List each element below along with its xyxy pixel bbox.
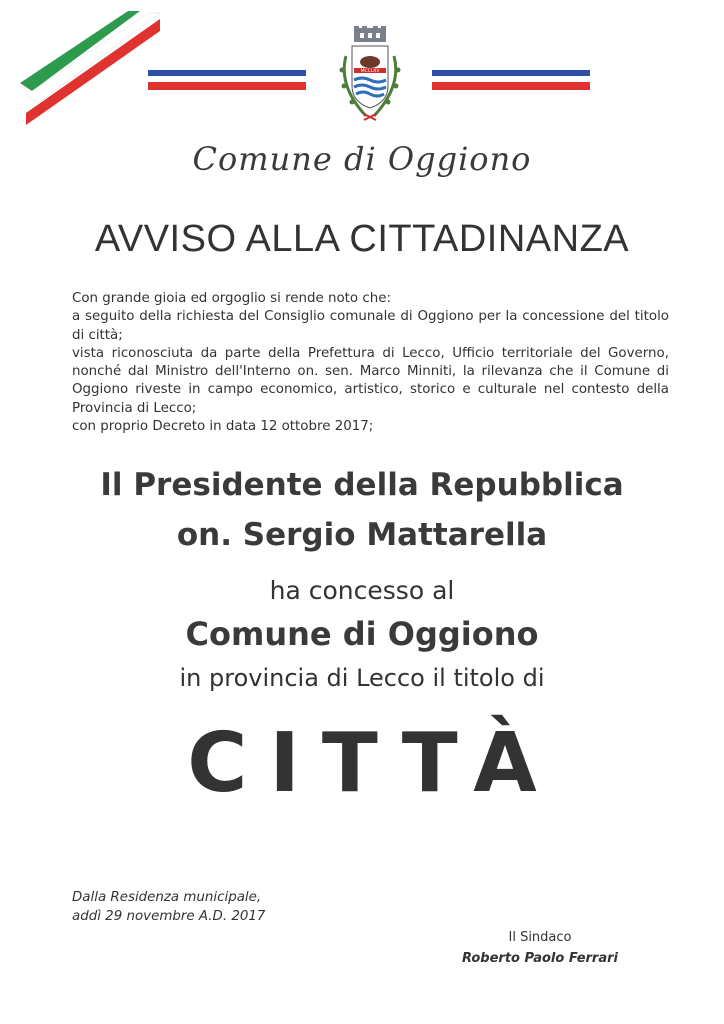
town-script-heading: Comune di Oggiono — [192, 140, 532, 178]
notice-paragraph: Con grande gioia ed orgoglio si rende noto che: — [72, 291, 391, 306]
town-crest-emblem — [330, 26, 410, 126]
header-stripe-left — [148, 70, 306, 90]
notice-body — [72, 290, 669, 436]
tricolor-ribbon — [20, 5, 180, 125]
notice-title: AVVISO ALLA CITTADINANZA — [94, 218, 630, 260]
signature-name: Roberto Paolo Ferrari — [462, 951, 618, 966]
president-block — [0, 460, 724, 560]
crest-motto: MCCLXV — [360, 69, 380, 74]
granted-text: ha concesso al — [269, 576, 455, 605]
town-name: Comune di Oggiono — [185, 615, 539, 653]
president-title: Il Presidente della Repubblica — [100, 467, 624, 503]
notice-paragraph: vista riconosciuta da parte della Prefettura di Lecco, Ufficio territoriale del Governo, nonché dal Ministro dell'Interno on. sen. Marco Minniti, la rilevanza che il Comune di Oggiono riveste in campo economico, artistico, storico e culturale nel contesto della Provincia di Lecco; — [72, 345, 669, 416]
residence-line: Dalla Residenza municipale, — [72, 890, 262, 905]
header-stripe-right — [432, 70, 590, 90]
residence-date — [72, 888, 265, 926]
awarded-title: CITTÀ — [187, 716, 559, 811]
notice-paragraph: con proprio Decreto in data 12 ottobre 2017; — [72, 419, 374, 435]
mayor-signature — [440, 927, 640, 969]
date-line: addì 29 novembre A.D. 2017 — [72, 909, 266, 924]
notice-paragraph: a seguito della richiesta del Consiglio comunale di Oggiono per la concessione del titolo di città; — [72, 309, 669, 343]
president-name: on. Sergio Mattarella — [176, 517, 548, 553]
province-text: in provincia di Lecco il titolo di — [179, 664, 545, 692]
signature-role: Il Sindaco — [508, 930, 572, 945]
